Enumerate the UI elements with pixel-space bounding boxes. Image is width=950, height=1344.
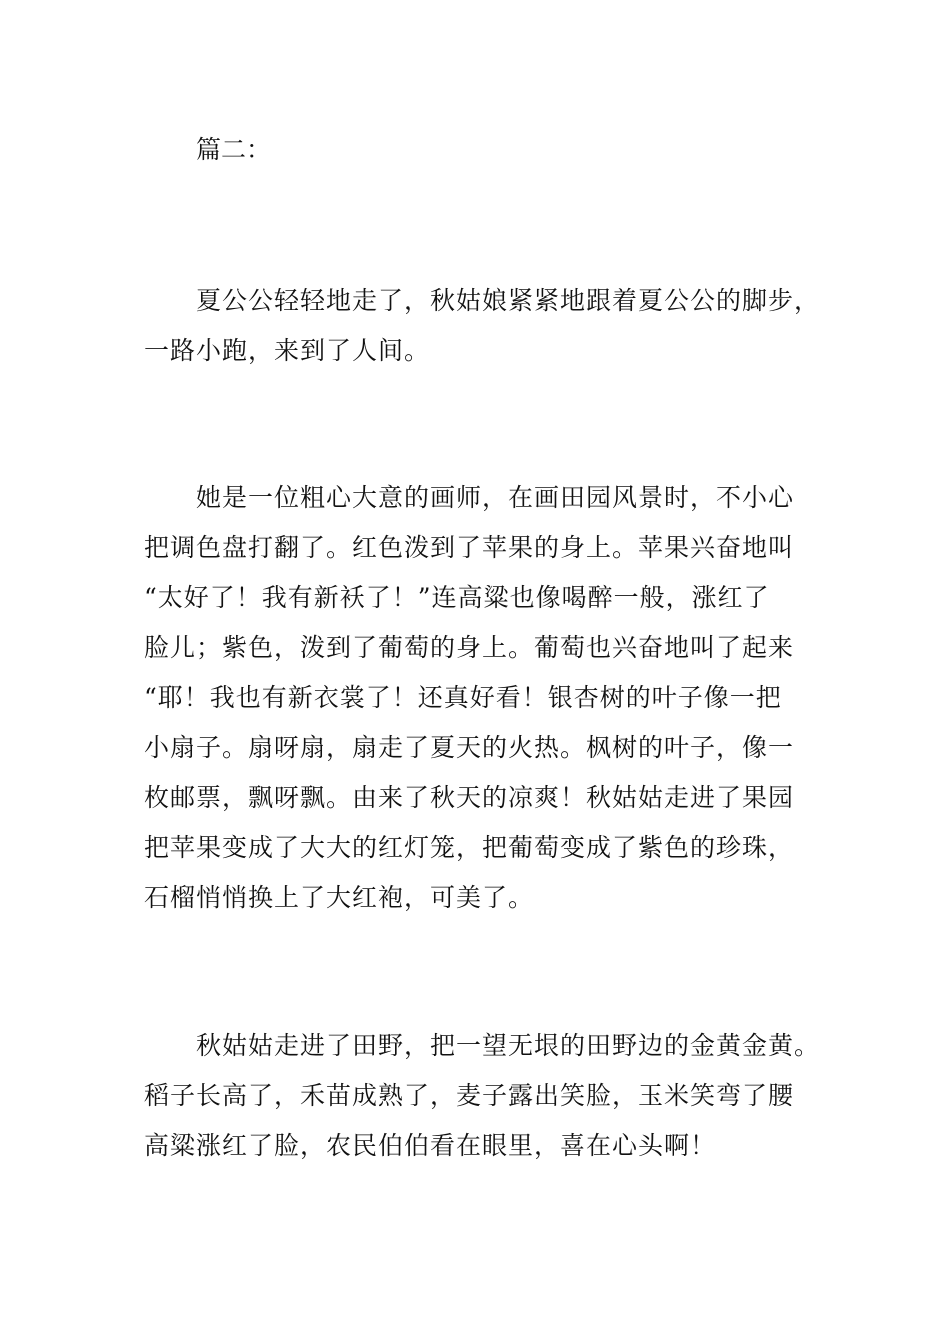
paragraph-2-line-7: 枚邮票，飘呀飘。由来了秋天的凉爽！秋姑姑走进了果园: [144, 783, 795, 812]
paragraph-2-line-3: “太好了！我有新袄了！”连高粱也像喝醉一般，涨红了: [144, 583, 770, 612]
paragraph-2-line-4: 脸儿；紫色，泼到了葡萄的身上。葡萄也兴奋地叫了起来: [144, 633, 795, 662]
paragraph-1-line-2: 一路小跑，来到了人间。: [144, 336, 431, 365]
paragraph-2-line-1: 她是一位粗心大意的画师，在画田园风景时，不小心: [196, 483, 795, 512]
paragraph-2-line-2: 把调色盘打翻了。红色泼到了苹果的身上。苹果兴奋地叫: [144, 533, 795, 562]
paragraph-2-line-8: 把苹果变成了大大的红灯笼，把葡萄变成了紫色的珍珠，: [144, 833, 795, 862]
section-heading: 篇二：: [196, 135, 272, 164]
paragraph-2-line-9: 石榴悄悄换上了大红袍，可美了。: [144, 883, 535, 912]
paragraph-2-line-6: 小扇子。扇呀扇，扇走了夏天的火热。枫树的叶子，像一: [144, 733, 795, 762]
paragraph-2-line-5: “耶！我也有新衣裳了！还真好看！银杏树的叶子像一把: [144, 683, 782, 712]
paragraph-3-line-2: 稻子长高了，禾苗成熟了，麦子露出笑脸，玉米笑弯了腰: [144, 1081, 795, 1110]
paragraph-3-line-1: 秋姑姑走进了田野，把一望无垠的田野边的金黄金黄。: [196, 1031, 821, 1060]
paragraph-1-line-1: 夏公公轻轻地走了，秋姑娘紧紧地跟着夏公公的脚步，: [196, 286, 821, 315]
paragraph-3-line-3: 高粱涨红了脸，农民伯伯看在眼里，喜在心头啊！: [144, 1131, 717, 1160]
